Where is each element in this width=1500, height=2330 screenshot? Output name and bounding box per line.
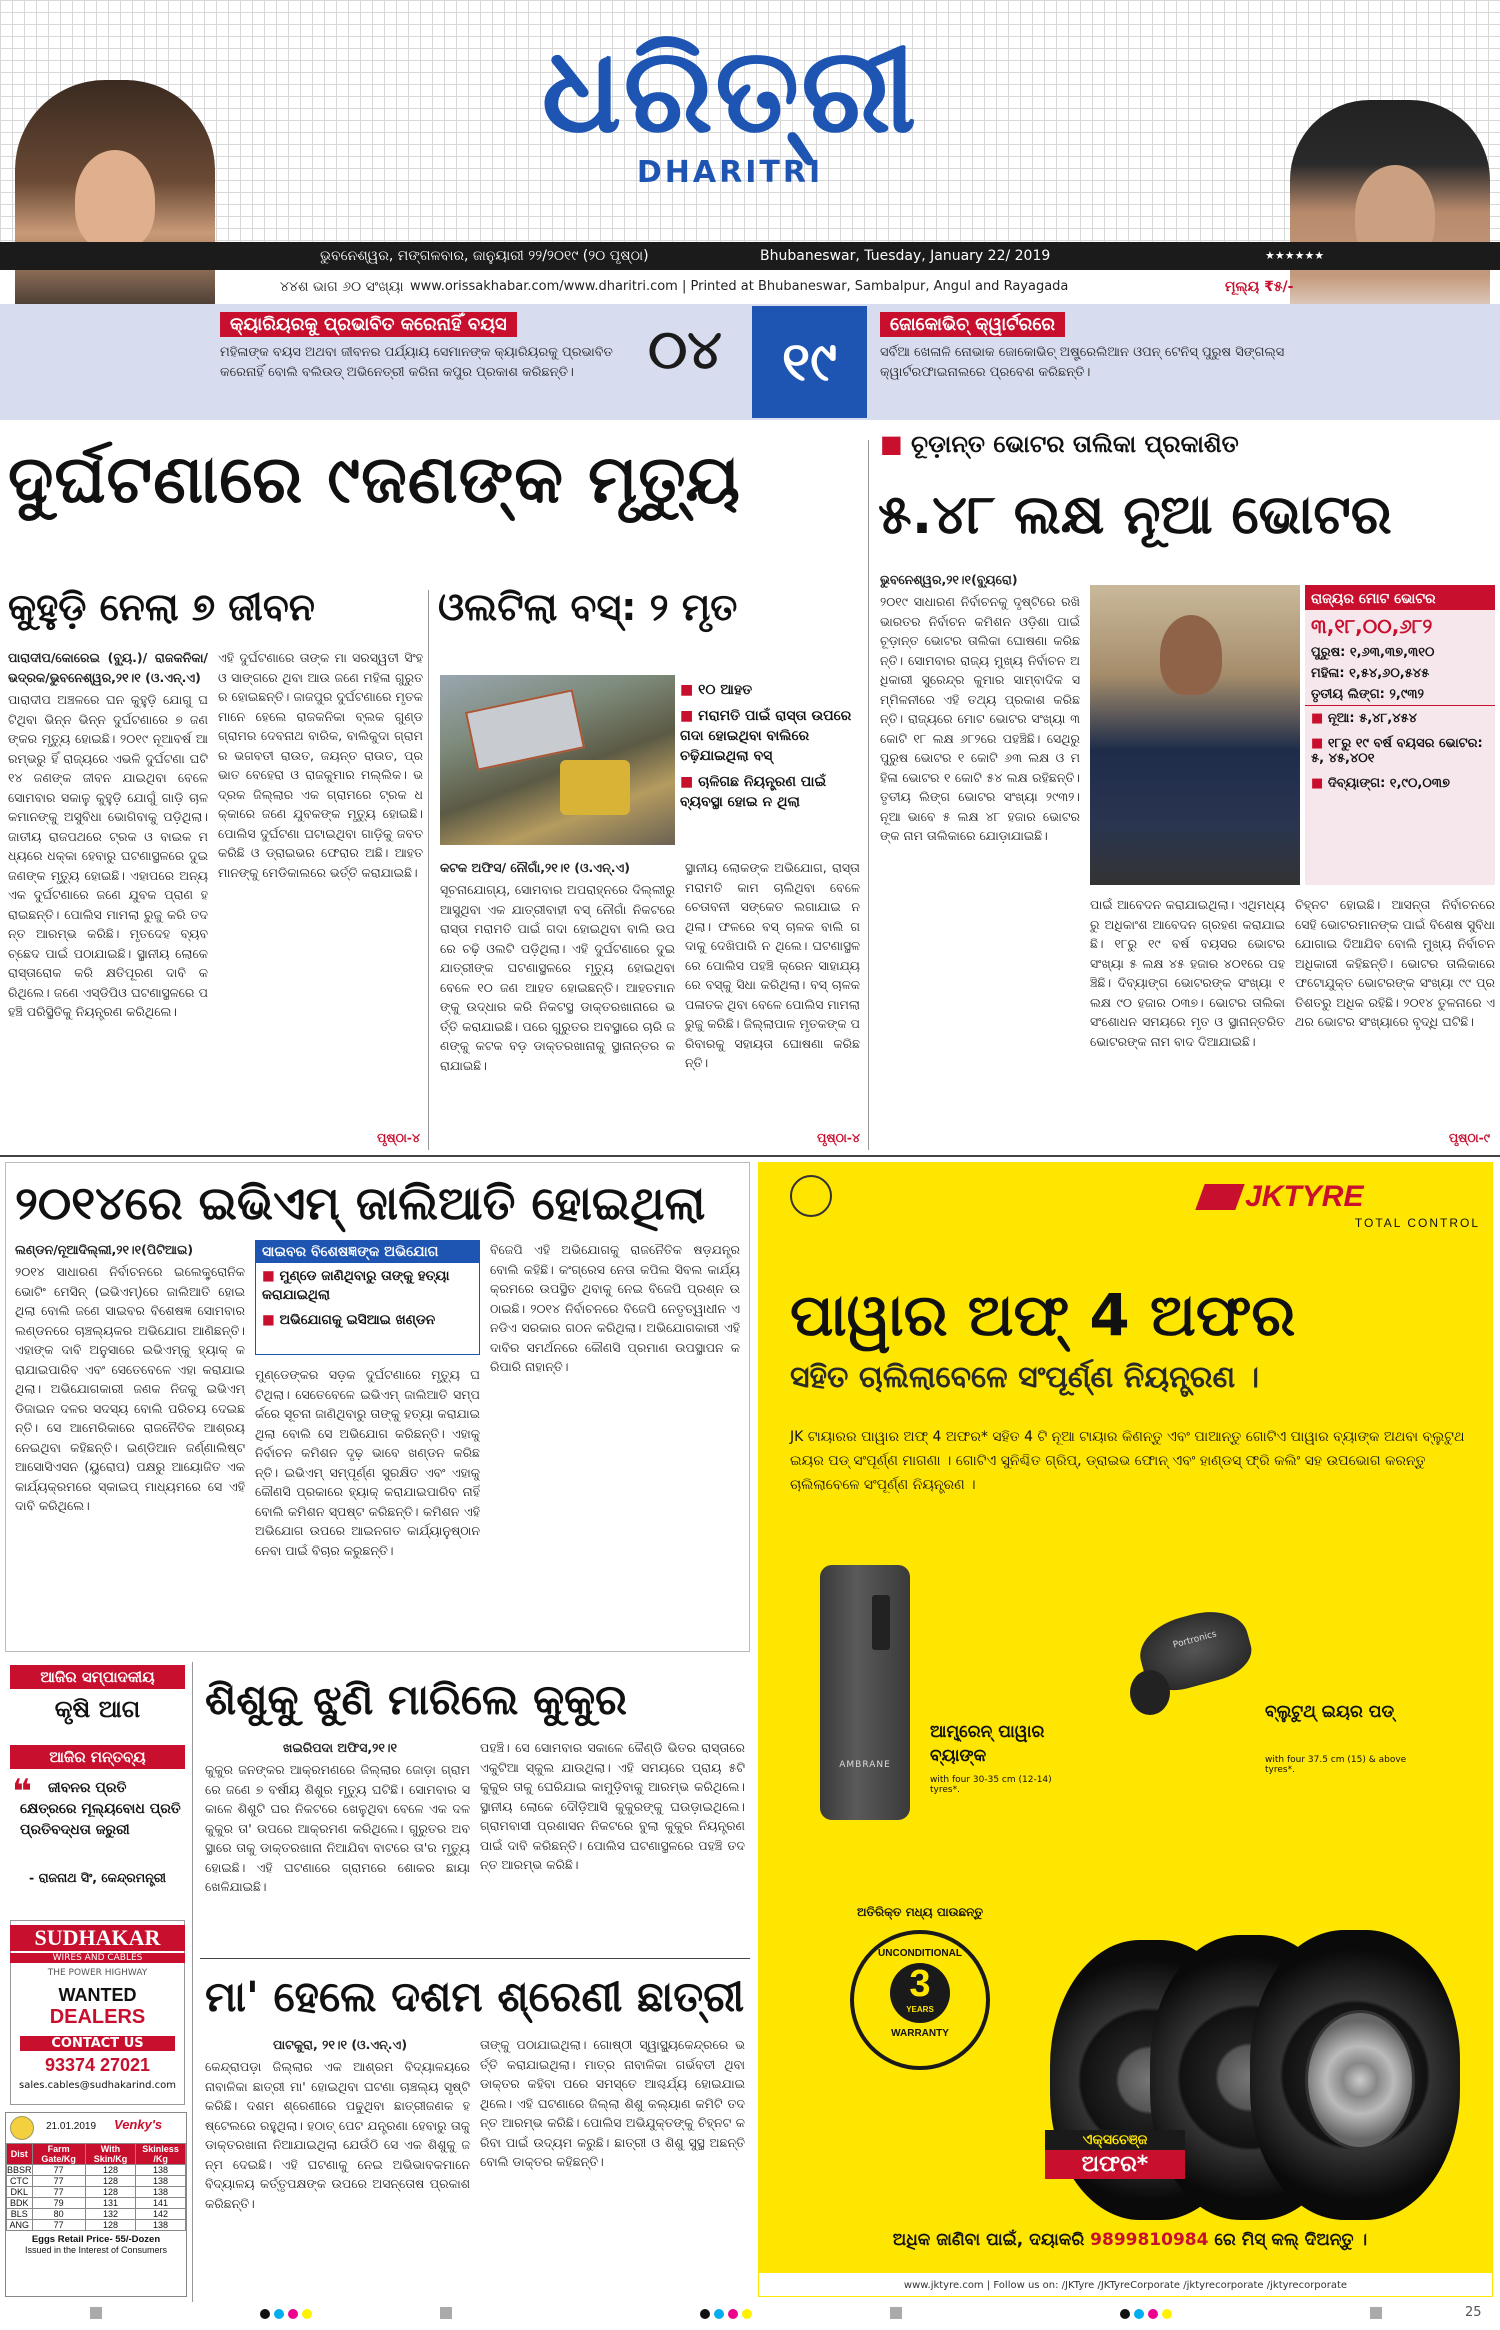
bullet-icon: ■ — [1311, 776, 1324, 791]
teaser-left-text: ମହିଳାଙ୍କ ବୟସ ଅଥବା ଜୀବନର ପର୍ଯ୍ୟାୟ ସେମାନଙ୍କ କ୍ୟାରିୟରକୁ ପ୍ରଭାବିତ କରେନାହିଁ ବୋଲି ବଲିଉଡ୍ ଅଭିନେତ୍ରୀ କରିନା କପୁର ପ୍ରକାଶ କରିଛନ୍ତି। — [220, 345, 613, 380]
jk-tagline: TOTAL CONTROL — [1354, 1216, 1480, 1230]
voter-col-b: ପାଇଁ ଆବେଦନ କରାଯାଇଥିଲା। ଏଥିମଧ୍ୟରୁ ଅଧିକାଂଶ ଆବେଦନ ଗ୍ରହଣ କରାଯାଇଛି। ୧୮ରୁ ୧୯ ବର୍ଷ ବୟସର ଭୋଟର ସଂଖ୍ୟା ୫ ଲକ୍ଷ ୪୫ ହଜାର ୪୦୧ରେ ପହଞ୍ଚିଛି। ଦିବ୍ୟାଙ୍ଗ ଭୋଟରଙ୍କ ସଂଖ୍ୟା ୧ ଲକ୍ଷ ୯୦ ହଜାର ୦୩୭। ଭୋଟର ତାଲିକା ସଂଶୋଧନ ସମୟରେ ମୃତ ଓ ସ୍ଥାନାନ୍ତରିତ ଭୋଟରଙ୍କ ନାମ ବାଦ ଦିଆଯାଇଛି। — [1090, 897, 1285, 1049]
logo-odia: ଧରିତ୍ରୀ — [541, 21, 919, 159]
exchange-offer-badge — [1045, 2130, 1185, 2195]
editorial-title: କୃଷି ଆଗ — [54, 1695, 141, 1723]
bullet-icon: ■ — [262, 1268, 275, 1284]
bullet-icon: ■ — [680, 774, 694, 790]
sudhakar-brand: SUDHAKAR — [10, 1925, 185, 1951]
dog-dateline: ଖଇରିପଦା ଅଫିସ,୨୧।୧ — [282, 1740, 397, 1755]
voter-stats-box — [1305, 585, 1495, 885]
evm-col-c: ବିଜେପି ଏହି ଅଭିଯୋଗକୁ ରାଜନୈତିକ ଷଡ଼ଯନ୍ତ୍ର ବୋଲି କହିଛି। କଂଗ୍ରେସ ନେତା କପିଲ ସିବଲ କାର୍ଯ୍ୟକ୍ରମରେ ଉପସ୍ଥିତ ଥିବାକୁ ନେଇ ବିଜେପି ପ୍ରଶ୍ନ ଉଠାଇଛି। ୨୦୧୪ ନିର୍ବାଚନରେ ବିଜେପି ନେତୃତ୍ୱାଧୀନ ଏନଡିଏ ସରକାର ଗଠନ କରିଥିଲା। ଅଭିଯୋଗକାରୀ ଏହି ଦାବିର ସମର୍ଥନରେ କୌଣସି ପ୍ରମାଣ ଉପସ୍ଥାପନ କରିପାରି ନାହାନ୍ତି। — [490, 1242, 740, 1374]
reg-mark-icon — [728, 2309, 738, 2319]
dharitri-logo — [480, 15, 980, 205]
sudhakar-phone: 93374 27021 — [44, 2055, 151, 2075]
bus-point: ■ ଚାଳିଗଛ ନିୟନ୍ତ୍ରଣ ପାଇଁ ବ୍ୟବସ୍ଥା ହୋଇ ନ ଥିଲା — [680, 774, 827, 810]
teaser-left-page: ୦୪ — [648, 318, 722, 381]
sidebar-divider — [192, 1662, 193, 2302]
egg-brand: Venky's — [114, 2117, 163, 2132]
student-dateline: ପାଟକୁରା, ୨୧।୧ (ଓ.ଏନ୍.ଏ) — [272, 2037, 408, 2052]
teaser-right-page: ୧୯ — [752, 306, 867, 418]
sudhakar-email: sales.cables@sudhakarind.com — [19, 2080, 176, 2091]
necc-logo-icon — [10, 2116, 34, 2140]
ad-footer-suffix: ରେ ମିସ୍ କଲ୍ ଦିଅନ୍ତୁ । — [1214, 2230, 1368, 2250]
warranty-years: 3 YEARS — [890, 1963, 950, 2023]
official-face — [1160, 615, 1222, 695]
evm-box-title: ସାଇବର ବିଶେଷଜ୍ଞଙ୍କ ଅଭିଯୋଗ — [256, 1241, 479, 1263]
lead-sub2: ଓଲଟିଲା ବସ୍: ୨ ମୃତ — [438, 585, 738, 629]
jk-logo — [1200, 1180, 1480, 1235]
alloy-wheel — [1305, 2010, 1415, 2150]
reg-mark-icon — [260, 2309, 270, 2319]
price: ମୂଲ୍ୟ ₹୫/- — [1225, 279, 1294, 295]
lead-col-d: ସ୍ଥାନୀୟ ଲୋକଙ୍କ ଅଭିଯୋଗ, ରାସ୍ତା ମରାମତି କାମ ଚାଲିଥିବା ବେଳେ ଚେତାବନୀ ସଙ୍କେତ ଲଗାଯାଇ ନ ଥିଲା। ଫଳରେ ବସ୍ ଚାଳକ ବାଲି ଗଦାକୁ ଦେଖିପାରି ନ ଥିଲେ। ଘଟଣାସ୍ଥଳରେ ପୋଲିସ ପହଞ୍ଚି କ୍ରେନ ସାହାଯ୍ୟରେ ବସ୍‌କୁ ସିଧା କରିଥିଲା। ବସ୍ ଚାଳକ ପଳାତକ ଥିବା ବେଳେ ପୋଲିସ ମାମଲା ରୁଜୁ କରିଛି। ଜିଲ୍ଲାପାଳ ମୃତକଙ୍କ ପରିବାରକୁ ସହାୟତା ଘୋଷଣା କରିଛନ୍ତି। — [685, 860, 860, 1070]
egg-price-table — [6, 2143, 186, 2231]
reg-mark-icon — [742, 2309, 752, 2319]
voter-headline: ୫.୪୮ ଲକ୍ଷ ନୂଆ ଭୋଟର — [878, 483, 1392, 546]
registration-strip — [0, 2305, 1450, 2325]
page-number: 25 — [1465, 2305, 1482, 2320]
reg-mark-icon — [274, 2309, 284, 2319]
comment-quote: ଜୀବନର ପ୍ରତି କ୍ଷେତ୍ରରେ ମୂଲ୍ୟବୋଧ ପ୍ରତି ପ୍ରତିବଦ୍ଧତା ଜରୁରୀ — [20, 1780, 181, 1838]
stats-third: ତୃତୀୟ ଲିଙ୍ଗ: ୨,୯୩୨ — [1305, 684, 1495, 706]
warranty-caption: ଅତିରିକ୍ତ ମଧ୍ୟ ପାଉଛନ୍ତୁ — [856, 1905, 984, 1919]
stats-point: ■ ନୂଆ: ୫,୪୮,୪୫୪ — [1311, 711, 1417, 726]
reg-mark-icon — [90, 2307, 102, 2319]
stats-total: ୩,୧୮,୦୦,୬୮୨ — [1311, 614, 1433, 638]
ad-headline: ପାୱାର ଅଫ୍ 4 ଅଫର — [790, 1281, 1296, 1349]
warranty-top: UNCONDITIONAL — [878, 1948, 962, 1959]
evm-box-point: ■ ଅଭିଯୋଗକୁ ଇସିଆଇ ଖଣ୍ଡନ — [262, 1312, 436, 1328]
sudhakar-sub: WIRES AND CABLES — [10, 1953, 185, 1963]
reg-mark-icon — [700, 2309, 710, 2319]
powerbank-screen-icon — [872, 1595, 890, 1650]
evm-headline: ୨୦୧୪ରେ ଇଭିଏମ୍ ଜାଲିଆତି ହୋଇଥିଲା — [15, 1176, 706, 1230]
reg-mark-icon — [1134, 2309, 1144, 2319]
table-row: ANG 77 128 138 — [7, 2220, 186, 2231]
jk-brand: JKTYRE — [1245, 1180, 1364, 1213]
ad-phone: 9899810984 — [1090, 2230, 1209, 2250]
offer-label: ଅଫର* — [1045, 2150, 1185, 2179]
sudhakar-tag: THE POWER HIGHWAY — [47, 1968, 148, 1978]
earpod-label: ବ୍ଲୁଟୁଥ୍ ଇୟର ପଡ୍ — [1265, 1702, 1395, 1722]
stats-point: ■ ଦିବ୍ୟାଙ୍ଗ: ୧,୯୦,୦୩୭ — [1311, 776, 1450, 791]
voter-dateline: ଭୁବନେଶ୍ୱର,୨୧।୧(ବ୍ୟୁରୋ) — [880, 572, 1018, 587]
table-row: CTC 77 128 138 — [7, 2176, 186, 2187]
ad-site-line: www.jktyre.com | Follow us on: /JKTyre /JKTyreCorporate /jktyrecorporate /jktyrecorporate — [758, 2272, 1493, 2297]
quote-icon: ❝ — [12, 1772, 32, 1812]
bullet-icon: ■ — [680, 708, 694, 724]
stats-title: ରାଜ୍ୟର ମୋଟ ଭୋଟର — [1305, 588, 1495, 610]
stats-male: ପୁରୁଷ: ୧,୬୩,୩୭,୩୧୦ — [1311, 645, 1435, 660]
volume-info: ୪୪ଶ ଭାଗ ୬୦ ସଂଖ୍ୟା — [280, 279, 404, 295]
powerbank-note: with four 30-35 cm (12-14) tyres*. — [930, 1775, 1052, 1795]
reg-mark-icon — [440, 2307, 452, 2319]
evm-dateline: ଲଣ୍ଡନ/ନୂଆଦିଲ୍ଲୀ,୨୧।୧(ପିଟିଆଇ) — [15, 1242, 194, 1257]
logo-english: DHARITRI — [636, 155, 824, 190]
stats-point: ■ ୧୮ରୁ ୧୯ ବର୍ଷ ବୟସର ଭୋଟର: ୫, ୪୫,୪୦୧ — [1311, 736, 1483, 766]
lead-dateline1: ପାରାଦୀପ/କୋରେଇ (ବ୍ୟୁ.)/ ରାଜକନିକା/ଭଦ୍ରକ/ଭୁବନେଶ୍ୱର,୨୧।୧ (ଓ.ଏନ୍.ଏ) — [8, 650, 208, 685]
lead-col-c: ସୂଚନାଯୋଗ୍ୟ, ସୋମବାର ଅପରାହ୍ନରେ ଦିଲ୍ଲୀରୁ ଆସୁଥିବା ଏକ ଯାତ୍ରୀବାହୀ ବସ୍ ନୌଗାଁ ନିକଟରେ ରାସ୍ତା ମରାମତି ପାଇଁ ଗଦା ହୋଇଥିବା ବାଲି ଉପରେ ଚଢ଼ି ଓଲଟି ପଡ଼ିଥିଲା। ଏହି ଦୁର୍ଘଟଣାରେ ଦୁଇ ଯାତ୍ରୀଙ୍କ ଘଟଣାସ୍ଥଳରେ ମୃତ୍ୟୁ ହୋଇଥିବା ବେଳେ ୧୦ ଜଣ ଆହତ ହୋଇଛନ୍ତି। ଆହତମାନଙ୍କୁ ଉଦ୍ଧାର କରି ନିକଟସ୍ଥ ଡାକ୍ତରଖାନାରେ ଭର୍ତ୍ତି କରାଯାଇଛି। ପରେ ଗୁରୁତର ଅବସ୍ଥାରେ ଚାରି ଜଣଙ୍କୁ କଟକ ବଡ଼ ଡାକ୍ତରଖାନାକୁ ସ୍ଥାନାନ୍ତର କରାଯାଇଛି। — [440, 882, 675, 1073]
teaser-left-title: କ୍ୟାରିୟରକୁ ପ୍ରଭାବିତ କରେନାହିଁ ବୟସ — [220, 312, 517, 337]
comment-author: - ରାଜନାଥ ସିଂ, କେନ୍ଦ୍ରମନ୍ତ୍ରୀ — [29, 1870, 166, 1885]
voter-kicker-text: ଚୂଡ଼ାନ୍ତ ଭୋଟର ତାଲିକା ପ୍ରକାଶିତ — [911, 430, 1239, 458]
lead-dateline2: କଟକ ଅଫିସ/ ନୌଗାଁ,୨୧।୧ (ଓ.ଏନ୍.ଏ) — [440, 860, 630, 875]
lead-cont1: ପୃଷ୍ଠା-୪ — [377, 1130, 420, 1145]
websites-info: www.orissakhabar.com/www.dharitri.com | Printed at Bhubaneswar, Sambalpur, Angul and Rayagada — [410, 279, 1069, 294]
student-col-a: କେନ୍ଦ୍ରାପଡ଼ା ଜିଲ୍ଲାର ଏକ ଆଶ୍ରମ ବିଦ୍ୟାଳୟରେ ନାବାଳିକା ଛାତ୍ରୀ ମା' ହୋଇଥିବା ଘଟଣା ଚାଞ୍ଚଲ୍ୟ ସୃଷ୍ଟି କରିଛି। ଦଶମ ଶ୍ରେଣୀରେ ପଢୁଥିବା ଛାତ୍ରୀଜଣକ ହଷ୍ଟେଲରେ ରହୁଥିଲା। ହଠାତ୍ ପେଟ ଯନ୍ତ୍ରଣା ହେବାରୁ ତାକୁ ଡାକ୍ତରଖାନା ନିଆଯାଇଥିଲା ଯେଉଁଠି ସେ ଏକ ଶିଶୁକୁ ଜନ୍ମ ଦେଇଛି। ଏହି ଘଟଣାକୁ ନେଇ ଅଭିଭାବକମାନେ ବିଦ୍ୟାଳୟ କର୍ତ୍ତୃପକ୍ଷଙ୍କ ଉପରେ ଅସନ୍ତୋଷ ପ୍ରକାଶ କରିଛନ୍ତି। — [205, 2059, 470, 2211]
table-row: DKL 77 128 138 — [7, 2187, 186, 2198]
kicker-bullet-icon: ■ — [880, 430, 903, 458]
dateline-bar — [0, 242, 1500, 270]
comment-tag: ଆଜିର ମନ୍ତବ୍ୟ — [10, 1745, 185, 1769]
egg-footer2: Issued in the Interest of Consumers — [24, 2245, 168, 2255]
reg-mark-icon — [890, 2307, 902, 2319]
voter-kicker — [880, 430, 1480, 458]
teaser-left — [220, 312, 620, 412]
voter-col-c: ଚିହ୍ନଟ ହୋଇଛି। ଆସନ୍ତା ନିର୍ବାଚନରେ ସେହି ଭୋଟରମାନଙ୍କ ପାଇଁ ବିଶେଷ ସୁବିଧା ଯୋଗାଇ ଦିଆଯିବ ବୋଲି ମୁଖ୍ୟ ନିର୍ବାଚନ ଅଧିକାରୀ କହିଛନ୍ତି। ଭୋଟର ତାଲିକାରେ ଫଟୋଯୁକ୍ତ ଭୋଟରଙ୍କ ସଂଖ୍ୟା ୯୯ ପ୍ରତିଶତରୁ ଅଧିକ ରହିଛି। ୨୦୧୪ ତୁଳନାରେ ଏଥର ଭୋଟର ସଂଖ୍ୟାରେ ବୃଦ୍ଧି ଘଟିଛି। — [1295, 897, 1495, 1029]
voter-col-a: ୨୦୧୯ ସାଧାରଣ ନିର୍ବାଚନକୁ ଦୃଷ୍ଟିରେ ରଖି ଭାରତର ନିର୍ବାଚନ କମିଶନ ଓଡ଼ିଶା ପାଇଁ ଚୂଡ଼ାନ୍ତ ଭୋଟର ତାଲିକା ଘୋଷଣା କରିଛନ୍ତି। ସୋମବାର ରାଜ୍ୟ ମୁଖ୍ୟ ନିର୍ବାଚନ ଅଧିକାରୀ ସୁରେନ୍ଦ୍ର କୁମାର ସାମ୍ବାଦିକ ସମ୍ମିଳନୀରେ ଏହି ତଥ୍ୟ ପ୍ରକାଶ କରିଛନ୍ତି। ରାଜ୍ୟରେ ମୋଟ ଭୋଟର ସଂଖ୍ୟା ୩ କୋଟି ୧୮ ଲକ୍ଷ ୬୮୨ରେ ପହଞ୍ଚିଛି। ସେଥିରୁ ପୁରୁଷ ଭୋଟର ୧ କୋଟି ୬୩ ଲକ୍ଷ ଓ ମହିଳା ଭୋଟର ୧ କୋଟି ୫୪ ଲକ୍ଷ ରହିଛନ୍ତି। ତୃତୀୟ ଲିଙ୍ଗ ଭୋଟର ସଂଖ୍ୟା ୨୯୩୨। ନୂଆ ଭାବେ ୫ ଲକ୍ଷ ୪୮ ହଜାର ଭୋଟରଙ୍କ ନାମ ତାଲିକାରେ ଯୋଡ଼ାଯାଇଛି। — [880, 594, 1080, 843]
story-rule — [200, 1958, 750, 1959]
crane-shape — [560, 760, 630, 815]
odia-date: ଭୁବନେଶ୍ୱର, ମଙ୍ଗଳବାର, ଜାନୁୟାରୀ ୨୨/୨୦୧୯ (୨୦ ପୃଷ୍ଠା) — [320, 248, 649, 264]
table-row: BDK 79 131 141 — [7, 2198, 186, 2209]
info-line — [0, 270, 1500, 304]
dog-col-a: କୁକୁର ଜନଙ୍କର ଆକ୍ରମଣରେ ଜିଲ୍ଲାର ଜୋଡ଼ା ଗ୍ରାମରେ ଜଣେ ୭ ବର୍ଷୀୟ ଶିଶୁର ମୃତ୍ୟୁ ଘଟିଛି। ସୋମବାର ସକାଳେ ଶିଶୁଟି ଘର ନିକଟରେ ଖେଳୁଥିବା ବେଳେ ଏକ ଦଳ କୁକୁର ତା' ଉପରେ ଆକ୍ରମଣ କରିଥିଲେ। ଗୁରୁତର ଅବସ୍ଥାରେ ତାକୁ ଡାକ୍ତରଖାନା ନିଆଯିବା ବାଟରେ ତା'ର ମୃତ୍ୟୁ ହୋଇଛି। ଏହି ଘଟଣାରେ ଗ୍ରାମରେ ଶୋକର ଛାୟା ଖେଳିଯାଇଛି। — [205, 1762, 470, 1894]
ad-footer-text: ଅଧିକ ଜାଣିବା ପାଇଁ, ଦୟାକରି — [892, 2230, 1085, 2250]
sudhakar-wanted: WANTED — [58, 1985, 137, 2005]
jk-logo-icon — [1195, 1184, 1244, 1210]
sudhakar-dealers: DEALERS — [49, 2006, 146, 2028]
bullet-icon: ■ — [1311, 736, 1324, 751]
earpod-stem — [1130, 1670, 1170, 1715]
lead-sub1: କୁହୁଡ଼ି ନେଲା ୭ ଜୀବନ — [8, 585, 315, 629]
ad-emblem-icon — [790, 1175, 832, 1217]
table-header: Dist Farm Gate/Kg With Skin/Kg Skinless /Kg — [7, 2144, 186, 2165]
student-col-b: ତାଙ୍କୁ ପଠାଯାଇଥିଲା। ଗୋଷ୍ଠୀ ସ୍ୱାସ୍ଥ୍ୟକେନ୍ଦ୍ରରେ ଭର୍ତ୍ତି କରାଯାଇଥିଲା। ମାତ୍ର ନାବାଳିକା ଗର୍ଭବତୀ ଥିବା ଡାକ୍ତର କହିବା ପରେ ସମସ୍ତେ ଆଶ୍ଚର୍ଯ୍ୟ ହୋଇଯାଇଥିଲେ। ଏହି ଘଟଣାରେ ଜିଲ୍ଲା ଶିଶୁ କଲ୍ୟାଣ କମିଟି ତଦନ୍ତ ଆରମ୍ଭ କରିଛି। ପୋଲିସ ଅଭିଯୁକ୍ତଙ୍କୁ ଚିହ୍ନଟ କରିବା ପାଇଁ ଉଦ୍ୟମ କରୁଛି। ଛାତ୍ରୀ ଓ ଶିଶୁ ସୁସ୍ଥ ଅଛନ୍ତି ବୋଲି ଡାକ୍ତର କହିଛନ୍ତି। — [480, 2037, 745, 2169]
exchange-label: ଏକ୍ସଚେଞ୍ଜ — [1045, 2130, 1185, 2150]
bullet-icon: ■ — [262, 1312, 275, 1328]
teaser-right — [880, 312, 1290, 412]
powerbank-image — [820, 1565, 910, 1820]
reg-mark-icon — [1148, 2309, 1158, 2319]
ad-subhead: ସହିତ ଚାଲିଲାବେଳେ ସଂପୂର୍ଣ୍ଣ ନିୟନ୍ତ୍ରଣ । — [790, 1360, 1260, 1395]
lead-col-a: ପାରାଦୀପ ଅଞ୍ଚଳରେ ଘନ କୁହୁଡ଼ି ଯୋଗୁ ଘଟିଥିବା ଭିନ୍ନ ଭିନ୍ନ ଦୁର୍ଘଟଣାରେ ୭ ଜଣଙ୍କର ମୃତ୍ୟୁ ହୋଇଛି। ୨୦୧୯ ନୂଆବର୍ଷ ଆରମ୍ଭରୁ ହିଁ ରାଜ୍ୟରେ ଏଭଳି ଦୁର୍ଘଟଣା ଘଟି ୧୪ ଜଣଙ୍କ ଜୀବନ ଯାଇଥିବା ବେଳେ ସୋମବାର ସକାଳୁ କୁହୁଡ଼ି ଯୋଗୁଁ ଗାଡ଼ି ଚାଳକମାନଙ୍କୁ ଅସୁବିଧା ଭୋଗିବାକୁ ପଡ଼ିଥିଲା। ଜାତୀୟ ରାଜପଥରେ ଟ୍ରକ ଓ ବାଇକ ମଧ୍ୟରେ ଧକ୍କା ହେବାରୁ ଘଟଣାସ୍ଥଳରେ ଦୁଇ ଜଣଙ୍କ ମୃତ୍ୟୁ ହୋଇଛି। ଏହାପରେ ଅନ୍ୟ ଏକ ଦୁର୍ଘଟଣାରେ ଜଣେ ଯୁବକ ପ୍ରାଣ ହରାଇଛନ୍ତି। ପୋଲିସ ମାମଲା ରୁଜୁ କରି ତଦନ୍ତ ଆରମ୍ଭ କରିଛି। ମୃତଦେହ ବ୍ୟବଚ୍ଛେଦ ପାଇଁ ପଠାଯାଇଛି। ସ୍ଥାନୀୟ ଲୋକେ ରାସ୍ତାରୋକ କରି କ୍ଷତିପୂରଣ ଦାବି କରିଥିଲେ। ଜଣେ ଏସ୍‌ଡିପିଓ ଘଟଣାସ୍ଥଳରେ ପହଞ୍ଚି ପରିସ୍ଥିତିକୁ ନିୟନ୍ତ୍ରଣ କରିଥିଲେ। — [8, 692, 208, 1019]
bullet-icon: ■ — [1311, 711, 1324, 726]
sudhakar-contact: CONTACT US — [20, 2036, 175, 2051]
reg-mark-icon — [302, 2309, 312, 2319]
ad-footer — [790, 2230, 1470, 2250]
powerbank-label: ଆମ୍ବ୍ରେନ୍ ପାୱାର ବ୍ୟାଙ୍କ — [930, 1722, 1045, 1766]
voter-divider — [868, 440, 869, 1150]
bullet-icon: ■ — [680, 682, 694, 698]
table-row: BLS 80 132 142 — [7, 2209, 186, 2220]
dog-col-b: ପହଞ୍ଚି। ସେ ସୋମବାର ସକାଳେ କୈଣ୍ଡି ଭିତର ରାସ୍ତାରେ ଏକୁଟିଆ ସ୍କୁଲ ଯାଉଥିଲା। ଏହି ସମୟରେ ପ୍ରାୟ ୫ଟି କୁକୁର ତାକୁ ଘେରିଯାଇ କାମୁଡ଼ିବାକୁ ଆରମ୍ଭ କରିଥିଲେ। ସ୍ଥାନୀୟ ଲୋକେ ଦୌଡ଼ିଆସି କୁକୁରଙ୍କୁ ଘଉଡ଼ାଇଥିଲେ। ଗ୍ରାମବାସୀ ପ୍ରଶାସନ ନିକଟରେ ବୁଲା କୁକୁର ନିୟନ୍ତ୍ରଣ ପାଇଁ ଦାବି କରିଛନ୍ତି। ପୋଲିସ ଘଟଣାସ୍ଥଳରେ ପହଞ୍ଚି ତଦନ୍ତ ଆରମ୍ଭ କରିଛି। — [480, 1740, 745, 1872]
powerbank-brand: AMBRANE — [839, 1760, 891, 1770]
evm-box-point: ■ ମୁଣ୍ଡେ ଜାଣିଥିବାରୁ ତାଙ୍କୁ ହତ୍ୟା କରାଯାଇଥିଲା — [262, 1268, 450, 1303]
english-date: Bhubaneswar, Tuesday, January 22/ 2019 — [760, 248, 1051, 264]
reg-mark-icon — [1120, 2309, 1130, 2319]
table-row: BBSR 77 128 138 — [7, 2165, 186, 2176]
earpod-note: with four 37.5 cm (15) & above tyres*. — [1265, 1755, 1407, 1775]
kareena-face — [75, 150, 155, 250]
section-rule — [0, 1155, 1500, 1157]
warranty-bottom: WARRANTY — [891, 2028, 949, 2039]
student-headline: ମା' ହେଲେ ଦଶମ ଶ୍ରେଣୀ ଛାତ୍ରୀ — [205, 1972, 745, 2021]
earpod-brand: Portronics — [1172, 1629, 1218, 1651]
reg-mark-icon — [1370, 2307, 1382, 2319]
stats-female: ମହିଳା: ୧,୫୪,୬୦,୫୪୫ — [1311, 666, 1430, 681]
voter-cont: ପୃଷ୍ଠା-୯ — [1448, 1130, 1490, 1145]
teaser-right-title: ଜୋକୋଭିଚ୍ କ୍ୱାର୍ଟରରେ — [880, 312, 1065, 337]
reg-mark-icon — [288, 2309, 298, 2319]
reg-mark-icon — [1162, 2309, 1172, 2319]
editorial-tag: ଆଜିର ସମ୍ପାଦକୀୟ — [10, 1665, 185, 1689]
evm-col-a: ୨୦୧୪ ସାଧାରଣ ନିର୍ବାଚନରେ ଇଲେକ୍ଟ୍ରୋନିକ ଭୋଟିଂ ମେସିନ୍ (ଇଭିଏମ୍)ରେ ଜାଲିଆତି ହୋଇଥିଲା ବୋଲି ଜଣେ ସାଇବର ବିଶେଷଜ୍ଞ ସୋମବାର ଲଣ୍ଡନରେ ଚାଞ୍ଚଲ୍ୟକର ଅଭିଯୋଗ ଆଣିଛନ୍ତି। ଏହାଙ୍କ ଦାବି ଅନୁସାରେ ଇଭିଏମ୍‌କୁ ହ୍ୟାକ୍ କରାଯାଇପାରିବ ଏବଂ ସେତେବେଳେ ଏହା କରାଯାଇଥିଲା। ଅଭିଯୋଗକାରୀ ଜଣକ ନିଜକୁ ଇଭିଏମ୍ ଡିଜାଇନ ଦଳର ସଦସ୍ୟ ବୋଲି ପରିଚୟ ଦେଇଛନ୍ତି। ସେ ଆମେରିକାରେ ରାଜନୈତିକ ଆଶ୍ରୟ ନେଇଥିବା କହିଛନ୍ତି। ଇଣ୍ଡିଆନ ଜର୍ଣ୍ଣାଲିଷ୍ଟ ଆସୋସିଏସନ (ୟୁରୋପ) ପକ୍ଷରୁ ଆୟୋଜିତ ଏକ କାର୍ଯ୍ୟକ୍ରମରେ ସ୍କାଇପ୍ ମାଧ୍ୟମରେ ସେ ଏହି ଦାବି କରିଥିଲେ। — [15, 1264, 245, 1513]
egg-footer1: Eggs Retail Price- 55/-Dozen — [31, 2234, 161, 2245]
dog-headline: ଶିଶୁକୁ ଝୁଣି ମାରିଲେ କୁକୁର — [205, 1675, 627, 1724]
evm-col-b: ମୁଣ୍ଡେଙ୍କର ସଡ଼କ ଦୁର୍ଘଟଣାରେ ମୃତ୍ୟୁ ଘଟିଥିଲା। ସେତେବେଳେ ଇଭିଏମ୍ ଜାଲିଆତି ସମ୍ପର୍କରେ ସୂଚନା ଜାଣିଥିବାରୁ ତାଙ୍କୁ ହତ୍ୟା କରାଯାଇଥିଲା ବୋଲି ସେ ଅଭିଯୋଗ କରିଛନ୍ତି। ଏହାକୁ ନିର୍ବାଚନ କମିଶନ ଦୃଢ଼ ଭାବେ ଖଣ୍ଡନ କରିଛନ୍ତି। ଇଭିଏମ୍ ସମ୍ପୂର୍ଣ୍ଣ ସୁରକ୍ଷିତ ଏବଂ ଏହାକୁ କୌଣସି ପ୍ରକାରେ ହ୍ୟାକ୍ କରାଯାଇପାରିବ ନାହିଁ ବୋଲି କମିଶନ ସ୍ପଷ୍ଟ କରିଛନ୍ତି। କମିଶନ ଏହି ଅଭିଯୋଗ ଉପରେ ଆଇନଗତ କାର୍ଯ୍ୟାନୁଷ୍ଠାନ ନେବା ପାଇଁ ବିଚାର କରୁଛନ୍ତି। — [255, 1367, 480, 1558]
edition-stars: ★★★★★★ — [1265, 249, 1325, 262]
bus-points-box — [680, 680, 860, 845]
lead-divider — [428, 590, 429, 1150]
egg-header — [6, 2113, 186, 2143]
lead-headline: ଦୁର୍ଘଟଣାରେ ୯ଜଣଙ୍କ ମୃତ୍ୟୁ — [8, 441, 741, 518]
reg-mark-icon — [714, 2309, 724, 2319]
bus-point: ■ ୧୦ ଆହତ — [680, 682, 753, 698]
teaser-right-text: ସର୍ବିଆ ଖେଳାଳି ନୋଭାକ ଜୋକୋଭିଚ୍ ଅଷ୍ଟ୍ରେଲିଆନ ଓପନ୍ ଟେନିସ୍ ପୁରୁଷ ସିଙ୍ଗଲ୍ସ କ୍ୱାର୍ଟରଫାଇନାଲରେ ପ୍ରବେଶ କରିଛନ୍ତି। — [880, 345, 1285, 380]
bus-point: ■ ମରାମତି ପାଇଁ ରାସ୍ତା ଉପରେ ଗଦା ହୋଇଥିବା ବାଲିରେ ଚଢ଼ିଯାଇଥିଲା ବସ୍ — [680, 708, 852, 764]
ad-body: JK ଟାୟାରର ପାୱାର ଅଫ୍ 4 ଅଫର* ସହିତ 4 ଟି ନୂଆ ଟାୟାର କିଣନ୍ତୁ ଏବଂ ପାଆନ୍ତୁ ଗୋଟିଏ ପାୱାର ବ୍ୟାଙ୍କ ଅଥବା ବ୍ଲୁଟୁଥ ଇୟର ପଡ୍ ସଂପୂର୍ଣ୍ଣ ମାଗଣା । ଗୋଟିଏ ସୁନିଶ୍ଚିତ ଗ୍ରିପ୍, ଡ୍ରାଇଭ ଫୋନ୍ ଏବଂ ହାଣ୍ଡସ୍ ଫ୍ରି କଲିଂ ସହ ଉପଭୋଗ କରନ୍ତୁ ଚାଲିଲାବେଳେ ସଂପୂର୍ଣ୍ଣ ନିୟନ୍ତ୍ରଣ । — [790, 1429, 1465, 1493]
evm-highlight-box — [255, 1240, 480, 1355]
lead-cont2: ପୃଷ୍ଠା-୪ — [817, 1130, 860, 1145]
lead-col-b: ଏହି ଦୁର୍ଘଟଣାରେ ତାଙ୍କ ମା ସରସ୍ୱତୀ ସିଂହ ଓ ସାଙ୍ଗରେ ଥିବା ଆଉ ଜଣେ ମହିଳା ଗୁରୁତର ହୋଇଛନ୍ତି। ଜାଜପୁର ଦୁର୍ଘଟଣାରେ ମୃତକମାନେ ହେଲେ ରାଜକନିକା ବ୍ଲକ ଗୁଣ୍ଡ ଗ୍ରାମର ଦେବନାଥ ବାରିକ, ବାଲିକୁଦା ଗ୍ରାମର ଭଗବତୀ ରାଉତ, ଜୟନ୍ତ ରାଉତ, ପ୍ରଭାତ ବେହେରା ଓ ରାଜକୁମାର ମଲ୍ଲିକ। ଭଦ୍ରକ ଜିଲ୍ଲାର ଏକ ଗ୍ରାମରେ ଟ୍ରକ ଧକ୍କାରେ ଜଣେ ଯୁବକଙ୍କ ମୃତ୍ୟୁ ହୋଇଛି। ପୋଲିସ ଦୁର୍ଘଟଣା ଘଟାଇଥିବା ଗାଡ଼ିକୁ ଜବତ କରିଛି ଓ ଡ୍ରାଇଭର ଫେରାର ଅଛି। ଆହତମାନଙ୍କୁ ମେଡିକାଲରେ ଭର୍ତ୍ତି କରାଯାଇଛି। — [218, 650, 423, 880]
egg-price-ad — [5, 2112, 187, 2297]
egg-date: 21.01.2019 — [46, 2121, 97, 2132]
warranty-badge — [850, 1930, 990, 2070]
